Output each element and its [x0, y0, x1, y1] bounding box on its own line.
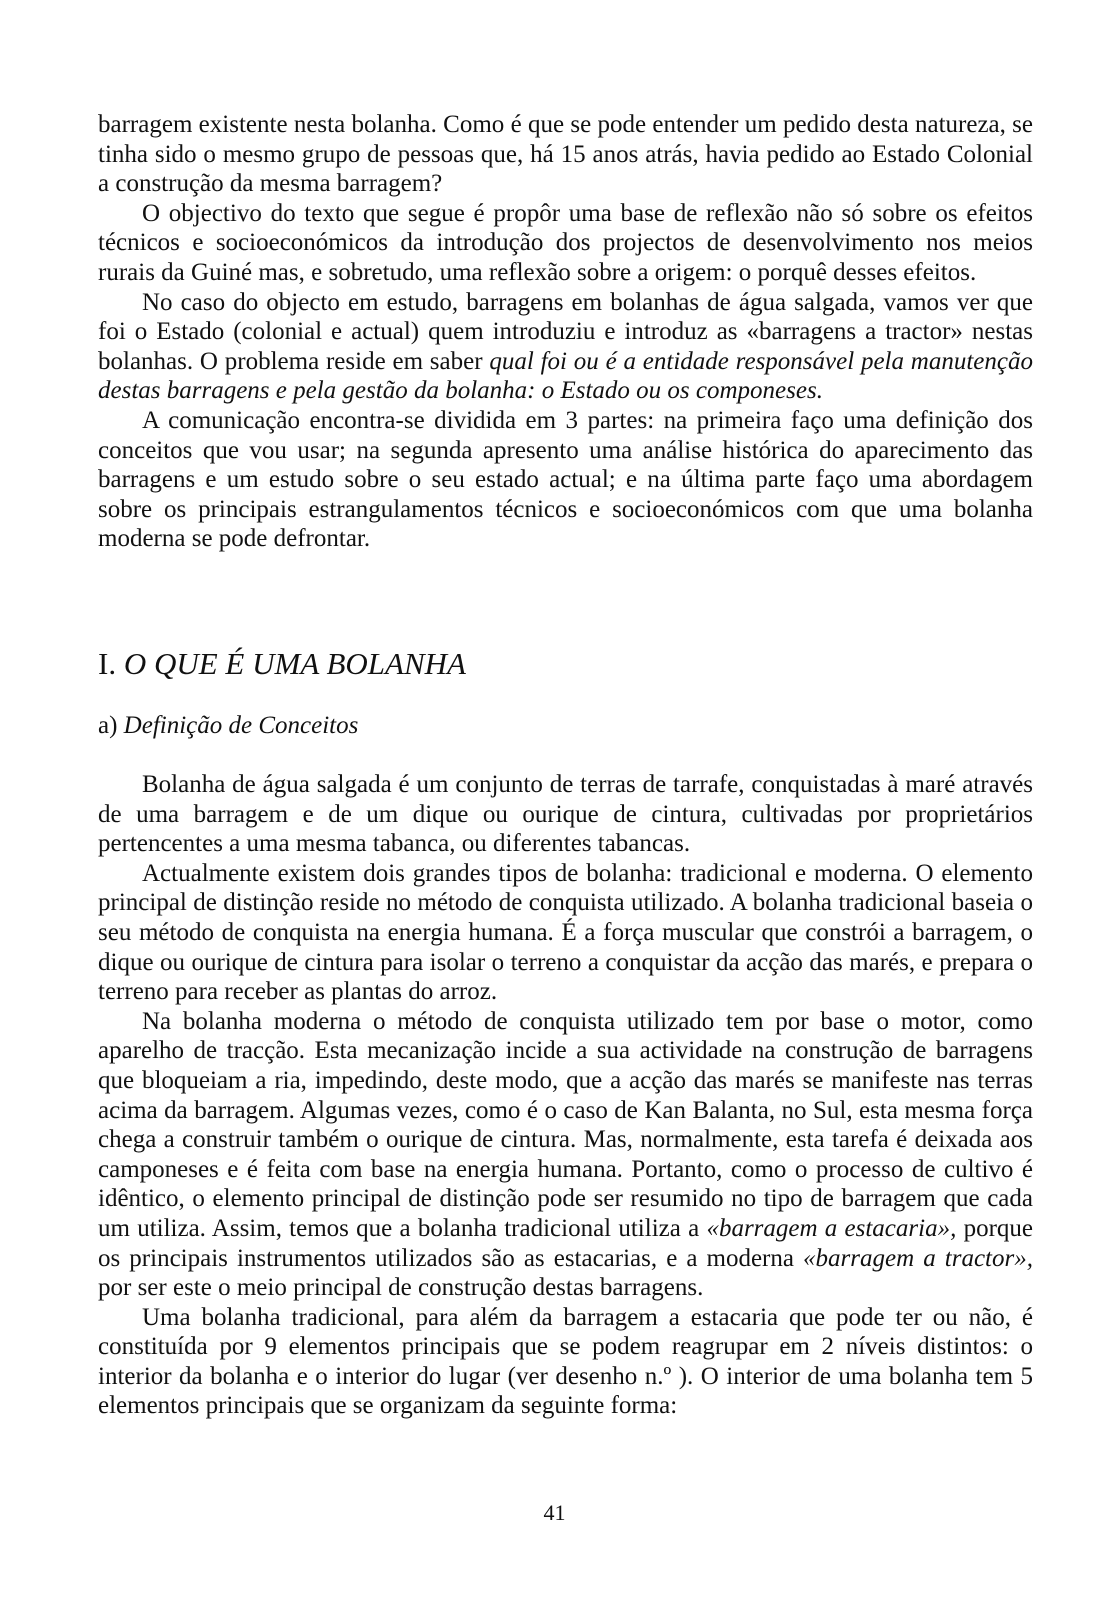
body-paragraph-3-italic-1: «barragem a estacaria»,: [706, 1214, 957, 1242]
subsection-heading: [98, 711, 358, 741]
intro-paragraph-4: A comunicação encontra-se dividida em 3 partes: na primeira faço uma definição dos conceitos que vou usar; na segunda apresento uma análise histórica do aparecimento das barragens e um estudo sobre o seu estado actual; e na última parte faço uma abordagem sobre os principais estrangulamentos técnicos e socioeconómicos com que uma bolanha moderna se pode defrontar.: [98, 406, 1033, 553]
subsection-letter: a): [98, 712, 118, 739]
body-paragraph-3-italic-2: «barragem a tractor»,: [803, 1244, 1033, 1272]
intro-paragraph-3-italic: qual foi ou é a entidade responsável pela manutenção destas barragens e pela gestão da bolanha: o Estado ou os componeses.: [98, 347, 1033, 405]
body-paragraph-3-text-c: por ser este o meio principal de construção destas barragens.: [98, 1274, 704, 1302]
subsection-title: Definição de Conceitos: [123, 712, 359, 739]
page-number: 41: [543, 1500, 566, 1525]
body-paragraph-1: Bolanha de água salgada é um conjunto de terras de tarrafe, conquistadas à maré através de uma barragem e de um dique ou ourique de cintura, cultivadas por proprietários pertencentes a uma mesma tabanca, ou diferentes tabancas.: [98, 771, 1033, 858]
body-paragraph-2: Actualmente existem dois grandes tipos de bolanha: tradicional e moderna. O elemento principal de distinção reside no método de conquista utilizado. A bolanha tradicional baseia o seu método de conquista na energia humana. É a força muscular que constrói a barragem, o dique ou ourique de cintura para isolar o terreno a conquistar da acção das marés, e prepara o terreno para receber as plantas do arroz.: [98, 859, 1033, 1006]
body-paragraph-3: [98, 1007, 1033, 1303]
intro-paragraph-1: barragem existente nesta bolanha. Como é que se pode entender um pedido desta natureza, se tinha sido o mesmo grupo de pessoas que, há 15 anos atrás, havia pedido ao Estado Colonial a construção da mesma barragem?: [98, 111, 1033, 198]
body-paragraph-3-text-a: Na bolanha moderna o método de conquista utilizado tem por base o motor, como aparelho de tracção. Esta mecanização incide a sua actividade na construção de barragens que bloqueiam a ria, impedindo, deste modo, que a acção das marés se manifeste nas terras acima da barragem. Algumas vezes, como é o caso de Kan Balanta, no Sul, esta mesma força chega a construir também o ourique de cintura. Mas, normalmente, esta tarefa é deixada aos camponeses e é feita com base na energia humana. Portanto, como o processo de cultivo é idêntico, o elemento principal de distinção pode ser resumido no tipo de barragem que cada um utiliza. Assim, temos que a bolanha tradicional utiliza a: [98, 1007, 1033, 1242]
intro-paragraph-3-text: No caso do objecto em estudo, barragens em bolanhas de água salgada, vamos ver que foi o Estado (colonial e actual) quem introduziu e introduz as «barragens a tractor» nestas bolanhas. O problema reside em saber: [98, 288, 1033, 375]
section-number: I.: [98, 646, 117, 681]
section-heading: [98, 646, 466, 682]
intro-paragraph-2: O objectivo do texto que segue é propôr uma base de reflexão não só sobre os efeitos técnicos e socioeconómicos da introdução dos projectos de desenvolvimento nos meios rurais da Guiné mas, e sobretudo, uma reflexão sobre a origem: o porquê desses efeitos.: [98, 199, 1033, 286]
body-text-block: [98, 770, 1033, 1421]
body-paragraph-3-text-b: porque os principais instrumentos utilizados são as estacarias, e a moderna: [98, 1214, 1034, 1272]
section-title: O QUE É UMA BOLANHA: [123, 646, 466, 681]
body-paragraph-4: Uma bolanha tradicional, para além da barragem a estacaria que pode ter ou não, é constituída por 9 elementos principais que se podem reagrupar em 2 níveis distintos: o interior da bolanha e o interior do lugar (ver desenho n.º ). O interior de uma bolanha tem 5 elementos principais que se organizam da seguinte forma:: [98, 1303, 1033, 1420]
intro-text-block: [98, 110, 1033, 554]
intro-paragraph-3: [98, 288, 1033, 406]
